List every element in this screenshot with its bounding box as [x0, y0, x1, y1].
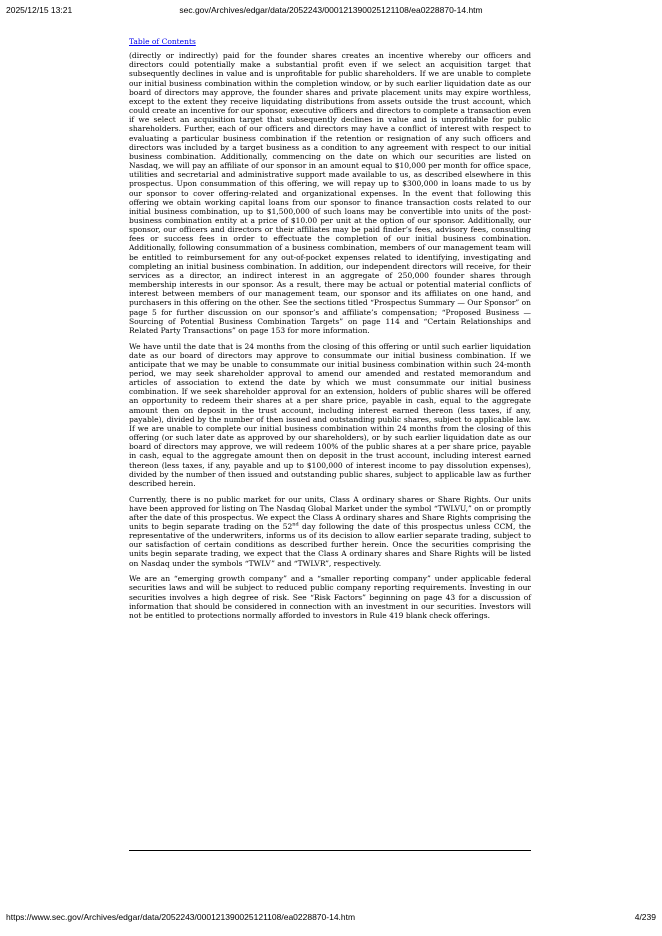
browser-print-header	[0, 0, 662, 20]
paragraph-3-text-end: day following the date of this prospectus unless CCM, the representative of the underwriters, informs us of its decision to allow earlier separate trading, subject to our satisfaction of certain conditions as described further herein. Once the securities comprising the units begin separate trading, we expect that the Class A ordinary shares and Share Rights will be listed on Nasdaq under the symbols “TWLV” and “TWLVR”, respectively.	[129, 521, 531, 568]
print-page-title: sec.gov/Archives/edgar/data/2052243/000121390025121108/ea0228870-14.htm	[179, 5, 483, 15]
page-divider	[129, 850, 531, 851]
browser-print-footer	[0, 912, 662, 928]
print-timestamp: 2025/12/15 13:21	[6, 5, 73, 15]
paragraph-3-text-start: Currently, there is no public market for our units, Class A ordinary shares or Share Rights. Our units have been approved for listing on The Nasdaq Global Market under the symbol “TWLVU,” on or promptly after the date of this prospectus. We expect the Class A ordinary shares and Share Rights comprising the units to begin separate trading on the 52	[129, 494, 531, 531]
paragraph-public-market-listing	[129, 495, 531, 568]
print-url: https://www.sec.gov/Archives/edgar/data/2052243/000121390025121108/ea0228870-14.htm	[6, 912, 356, 922]
print-page-number: 4/239	[634, 912, 656, 922]
paragraph-emerging-growth-company: We are an “emerging growth company” and a “smaller reporting company” under applicable federal securities laws and will be subject to reduced public company reporting requirements. Investing in our securities involves a high degree of risk. See “Risk Factors” beginning on page 43 for a discussion of information that should be considered in connection with an investment in our securities. Investors will not be entitled to protections normally afforded to investors in Rule 419 blank check offerings.	[129, 574, 531, 620]
ordinal-suffix: nd	[292, 521, 299, 528]
paragraph-business-combination-deadline: We have until the date that is 24 months from the closing of this offering or until such earlier liquidation date as our board of directors may approve to consummate our initial business combination. If we anticipate that we may be unable to consummate our initial business combination within such 24-month period, we may seek shareholder approval to amend our amended and restated memorandum and articles of association to extend the date by which we must consummate our initial business combination. If we seek shareholder approval for an extension, holders of public shares will be offered an opportunity to redeem their shares at a per share price, payable in cash, equal to the aggregate amount then on deposit in the trust account, including interest earned thereon (less taxes, if any, payable), divided by the number of then issued and outstanding public shares, subject to applicable law. If we are unable to complete our initial business combination within 24 months from the closing of this offering (or such later date as approved by our shareholders), or by such earlier liquidation date as our board of directors may approve, we will redeem 100% of the public shares at a per share price, payable in cash, equal to the aggregate amount then on deposit in the trust account, including interest earned thereon (less taxes, if any, payable and up to $100,000 of interest income to pay dissolution expenses), divided by the number of then issued and outstanding public shares, subject to applicable law as further described herein.	[129, 341, 531, 488]
paragraph-conflicts-of-interest: (directly or indirectly) paid for the founder shares creates an incentive whereby our officers and directors could potentially make a substantial profit even if we select an acquisition target that subsequently declines in value and is unprofitable for public shareholders. If we are unable to complete our initial business combination within the completion window, or by such earlier liquidation date as our board of directors may approve, the founder shares and private placement units may expire worthless, except to the extent they receive liquidating distributions from assets outside the trust account, which could create an incentive for our sponsor, executive officers and directors to complete a transaction even if we select an acquisition target that subsequently declines in value and is unprofitable for public shareholders. Further, each of our officers and directors may have a conflict of interest with respect to evaluating a particular business combination if the retention or resignation of any such officers and directors was included by a target business as a condition to any agreement with respect to our initial business combination. Additionally, commencing on the date on which our securities are listed on Nasdaq, we will pay an affiliate of our sponsor in an amount equal to $10,000 per month for office space, utilities and secretarial and administrative support made available to us, as described elsewhere in this prospectus. Upon consummation of this offering, we will repay up to $300,000 in loans made to us by our sponsor to cover offering-related and organizational expenses. In the event that following this offering we obtain working capital loans from our sponsor to finance transaction costs related to our initial business combination, up to $1,500,000 of such loans may be convertible into units of the post-business combination entity at a price of $10.00 per unit at the option of our sponsor. Additionally, our sponsor, our officers and directors or their affiliates may be paid finder’s fees, advisory fees, consulting fees or success fees in order to effectuate the completion of our initial business combination. Additionally, following consummation of a business combination, members of our management team will be entitled to reimbursement for any out-of-pocket expenses related to identifying, investigating and completing an initial business combination. In addition, our independent directors will receive, for their services as a director, an indirect interest in an aggregate of 250,000 founder shares through membership interests in our sponsor. As a result, there may be actual or potential material conflicts of interest between members of our management team, our sponsor and its affiliates on one hand, and purchasers in this offering on the other. See the sections titled “Prospectus Summary — Our Sponsor” on page 5 for further discussion on our sponsor’s and affiliate’s compensation; “Proposed Business — Sourcing of Potential Business Combination Targets” on page 114 and “Certain Relationships and Related Party Transactions” on page 153 for more information.	[129, 51, 531, 335]
table-of-contents-link[interactable]: Table of Contents	[129, 37, 196, 46]
document-body	[129, 37, 531, 627]
